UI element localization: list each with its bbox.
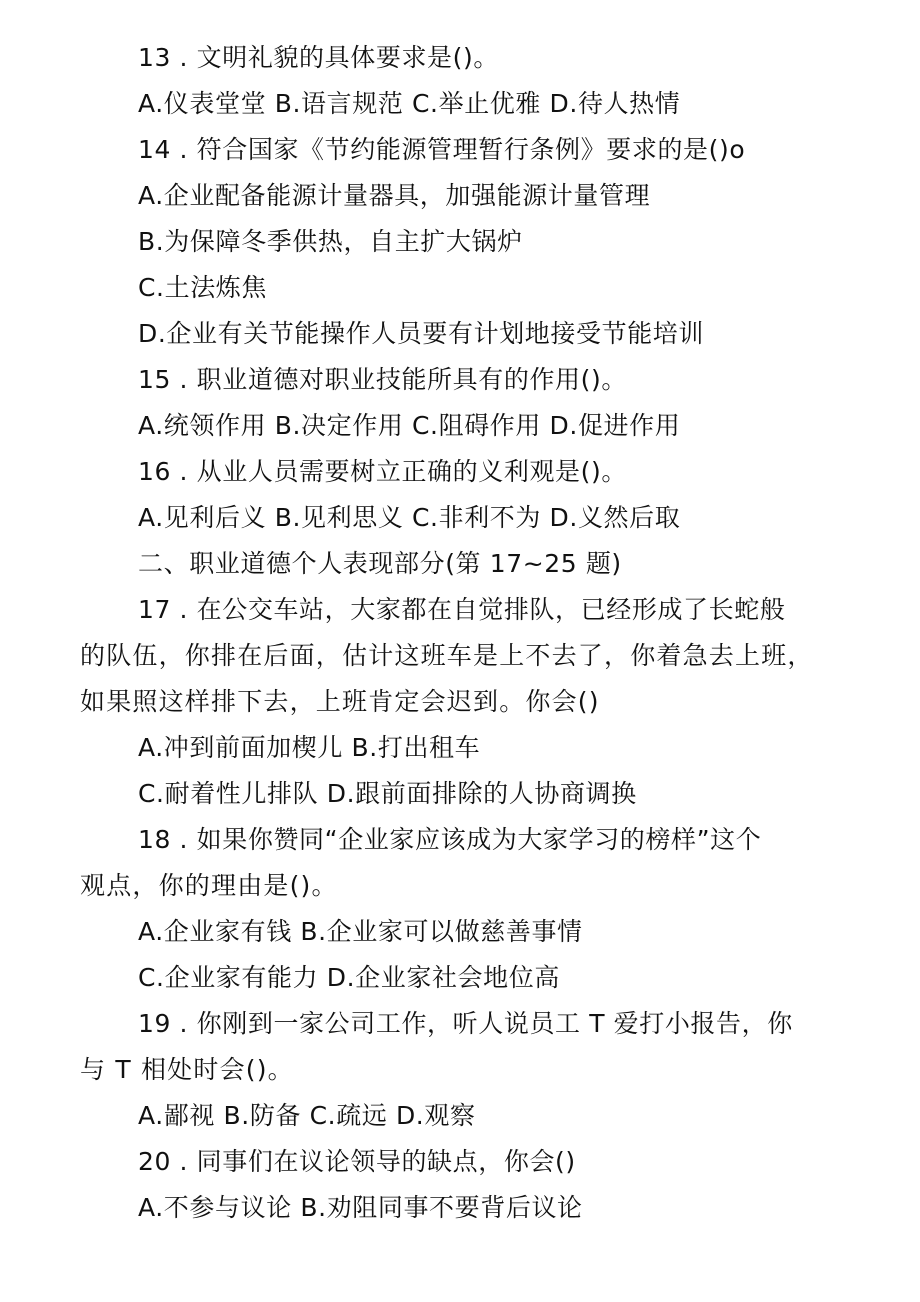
question-17-options-cd: C.耐着性儿排队 D.跟前面排除的人协商调换 <box>138 779 637 808</box>
question-17-continued: 的队伍，你排在后面，估计这班车是上不去了，你着急去上班， <box>80 641 814 670</box>
question-13-options: A.仪表堂堂 B.语言规范 C.举止优雅 D.待人热情 <box>138 89 681 118</box>
question-14-option-d: D.企业有关节能操作人员要有计划地接受节能培训 <box>138 319 704 348</box>
question-16: 16 . 从业人员需要树立正确的义利观是()。 <box>138 457 627 486</box>
question-19-options: A.鄙视 B.防备 C.疏远 D.观察 <box>138 1101 476 1130</box>
question-17-options-ab: A.冲到前面加楔儿 B.打出租车 <box>138 733 481 762</box>
question-19: 19 . 你刚到一家公司工作，听人说员工 T 爱打小报告，你 <box>138 1009 793 1038</box>
question-19-continued: 与 T 相处时会()。 <box>80 1055 294 1084</box>
question-20: 20 . 同事们在议论领导的缺点，你会() <box>138 1147 576 1176</box>
question-18: 18 . 如果你赞同“企业家应该成为大家学习的榜样”这个 <box>138 825 762 854</box>
question-15-options: A.统领作用 B.决定作用 C.阻碍作用 D.促进作用 <box>138 411 681 440</box>
question-15: 15 . 职业道德对职业技能所具有的作用()。 <box>138 365 627 394</box>
question-16-options: A.见利后义 B.见利思义 C.非利不为 D.义然后取 <box>138 503 681 532</box>
question-14-option-a: A.企业配备能源计量器具，加强能源计量管理 <box>138 181 651 210</box>
question-13: 13 . 文明礼貌的具体要求是()。 <box>138 43 499 72</box>
question-18-continued: 观点，你的理由是()。 <box>80 871 338 900</box>
question-14: 14 . 符合国家《节约能源管理暂行条例》要求的是()o <box>138 135 746 164</box>
question-18-options-cd: C.企业家有能力 D.企业家社会地位高 <box>138 963 560 992</box>
question-17-continued: 如果照这样排下去，上班肯定会迟到。你会() <box>80 687 600 716</box>
question-14-option-b: B.为保障冬季供热，自主扩大锅炉 <box>138 227 523 256</box>
question-20-options: A.不参与议论 B.劝阻同事不要背后议论 <box>138 1193 583 1222</box>
section-heading: 二、职业道德个人表现部分(第 17~25 题) <box>138 549 622 578</box>
question-17: 17 . 在公交车站，大家都在自觉排队，已经形成了长蛇般 <box>138 595 786 624</box>
question-18-options-ab: A.企业家有钱 B.企业家可以做慈善事情 <box>138 917 583 946</box>
question-14-option-c: C.土法炼焦 <box>138 273 268 302</box>
